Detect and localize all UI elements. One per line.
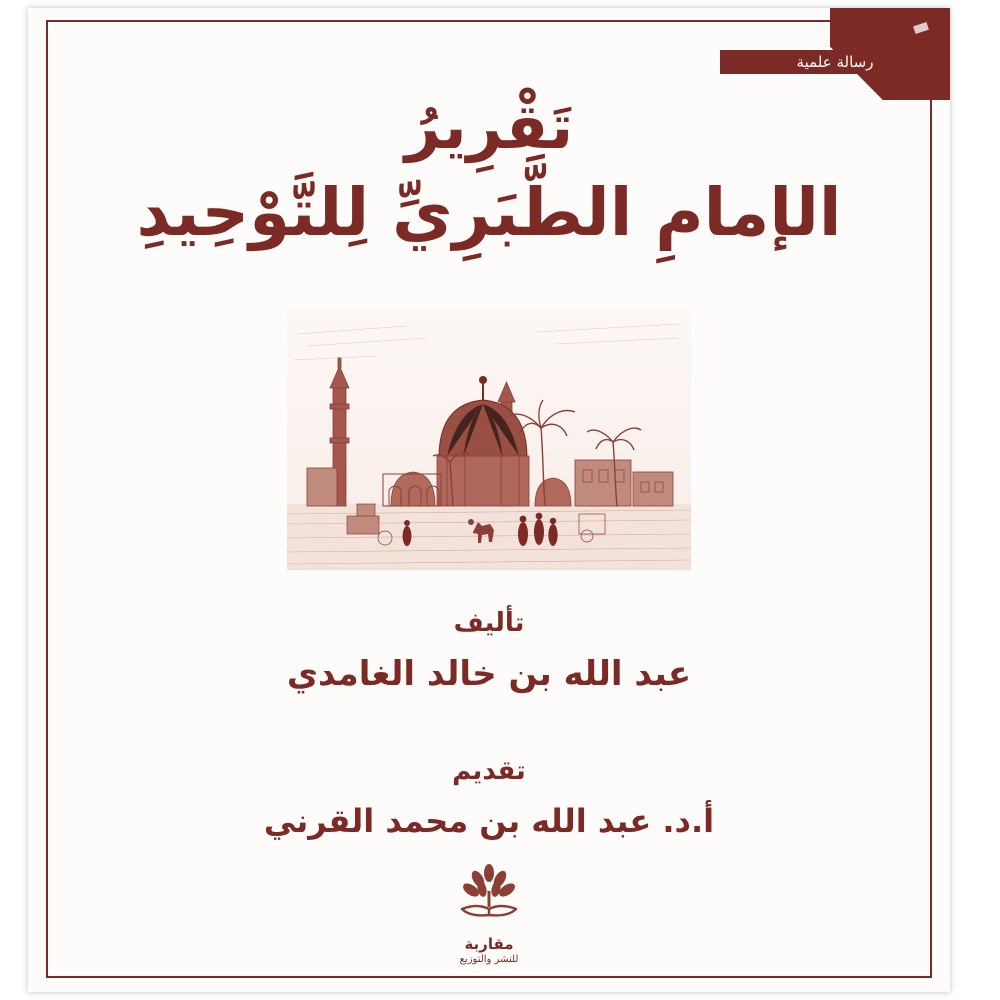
publisher-name: مقاربة — [464, 934, 514, 953]
author-block — [28, 608, 950, 694]
series-badge-label: رسالة علمية — [796, 53, 874, 71]
series-badge — [720, 50, 950, 74]
author-label: تأليف — [453, 608, 525, 638]
mosque-city-engraving — [287, 308, 691, 570]
title-line-secondary: الإمامِ الطَّبَرِيِّ لِلتَّوْحِيدِ — [136, 174, 842, 252]
publisher-subtitle: للنشر والتوزيع — [459, 953, 519, 965]
publisher-block — [28, 857, 950, 966]
book-cover — [28, 8, 950, 992]
presenter-label: تقديم — [452, 756, 526, 786]
title-line-primary: تَقْرِيرُ — [404, 90, 574, 163]
tree-book-logo — [450, 857, 528, 931]
presenter-name: أ.د. عبد الله بن محمد القرني — [263, 802, 715, 840]
presenter-block — [28, 756, 950, 840]
cover-title — [28, 90, 950, 252]
author-name: عبد الله بن خالد الغامدي — [286, 654, 692, 694]
